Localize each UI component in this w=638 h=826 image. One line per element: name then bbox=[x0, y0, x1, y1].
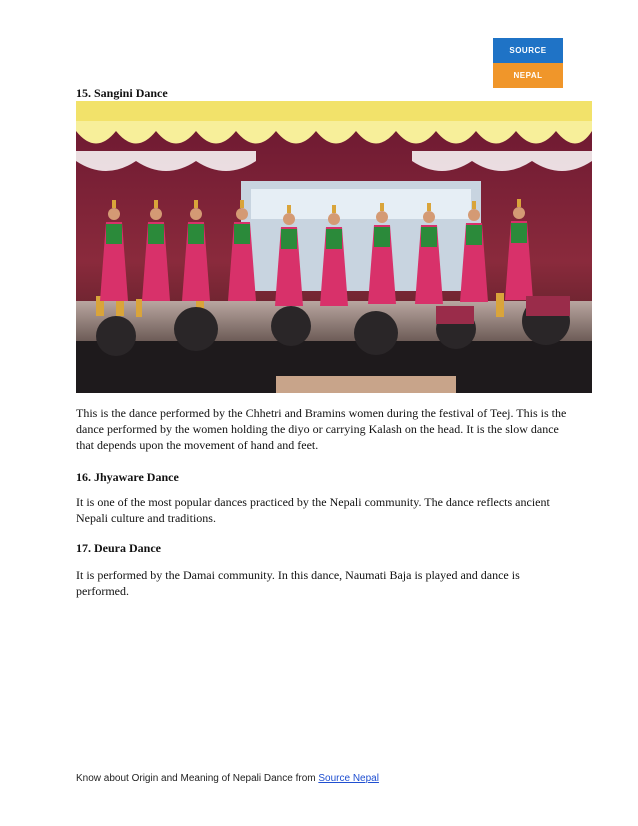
page-footer bbox=[76, 773, 379, 784]
logo-bottom-label: NEPAL bbox=[493, 63, 563, 88]
section-body-sangini: This is the dance performed by the Chhetri and Bramins women during the festival of Teej. This is the dance performed by the women holding the diyo or carrying Kalash on the head. It is the slow dance that depends upon the movement of hand and feet. bbox=[76, 406, 567, 452]
footer-text: Know about Origin and Meaning of Nepali Dance from bbox=[76, 773, 319, 784]
sangini-dance-photo bbox=[76, 101, 592, 393]
section-heading-sangini: 15. Sangini Dance bbox=[76, 86, 168, 100]
section-body-deura: It is performed by the Damai community. In this dance, Naumati Baja is played and dance is performed. bbox=[76, 568, 520, 598]
section-heading-deura: 17. Deura Dance bbox=[76, 541, 161, 555]
section-heading-jhyaware: 16. Jhyaware Dance bbox=[76, 470, 179, 484]
section-body-jhyaware: It is one of the most popular dances practiced by the Nepali community. The dance reflects ancient Nepali culture and traditions. bbox=[76, 495, 550, 525]
logo-top-label: SOURCE bbox=[493, 38, 563, 63]
source-nepal-link[interactable]: Source Nepal bbox=[318, 773, 379, 784]
source-nepal-logo bbox=[493, 38, 563, 88]
